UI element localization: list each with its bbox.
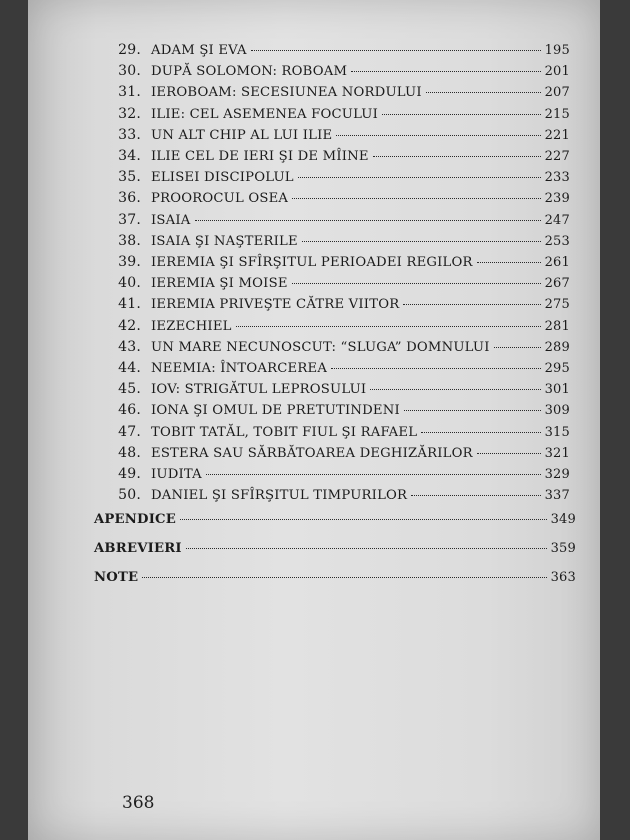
page-ref: 315 [544,424,570,440]
chapter-title: IEROBOAM: SECESIUNEA NORDULUI [151,85,422,101]
chapter-entry [108,424,570,440]
dot-leader [426,91,541,93]
chapter-entry [108,275,570,291]
chapter-number: 35. [118,169,141,186]
dot-leader [421,431,540,433]
dot-leader [292,197,540,199]
page-ref: 301 [544,382,570,398]
page-ref: 201 [544,64,570,80]
dot-leader [494,346,541,348]
chapter-number: 40. [118,275,141,292]
section-title: NOTE [94,570,139,585]
page-ref: 221 [544,127,570,143]
section-entry [94,570,576,585]
dot-leader [351,70,540,72]
chapter-number: 34. [118,148,141,164]
chapter-number: 41. [118,296,141,313]
chapter-number: 47. [118,423,141,440]
chapter-entry [108,445,570,461]
chapter-entry [108,127,570,143]
chapter-title: PROOROCUL OSEA [151,191,289,207]
chapter-title: IEREMIA ŞI SFÎRŞITUL PERIOADEI REGILOR [151,255,473,270]
dot-leader [298,176,541,178]
chapter-title: ISAIA ŞI NAŞTERILE [151,233,298,249]
chapter-title: ILIE CEL DE IERI ŞI DE MÎINE [151,149,369,164]
chapter-number: 32. [118,105,141,122]
page-ref: 253 [544,233,570,249]
chapter-number: 39. [118,254,141,270]
chapter-title: NEEMIA: ÎNTOARCEREA [151,361,328,376]
section-entry [94,512,576,527]
page-ref: 349 [550,512,576,527]
dot-leader [180,518,547,520]
chapter-number: 44. [118,360,141,376]
chapter-number: 43. [118,338,141,355]
chapter-entry [108,296,570,312]
dot-leader [206,473,541,475]
table-of-contents [28,0,600,840]
page-ref: 295 [544,361,570,376]
dot-leader [477,261,541,263]
chapter-entry [108,381,570,397]
chapter-number: 50. [118,487,141,504]
page-ref: 309 [544,403,570,419]
chapter-number: 46. [118,402,141,419]
page-ref: 337 [544,488,570,504]
dot-leader [186,547,547,549]
chapter-title: TOBIT TATĂL, TOBIT FIUL ŞI RAFAEL [151,424,418,440]
chapter-title: IEREMIA PRIVEŞTE CĂTRE VIITOR [151,297,400,313]
page-ref: 289 [544,339,570,355]
chapter-title: DANIEL ŞI SFÎRŞITUL TIMPURILOR [151,488,408,504]
chapter-title: ADAM ŞI EVA [151,43,247,58]
chapter-title: ELISEI DISCIPOLUL [151,170,294,186]
chapter-entry [108,190,570,206]
chapter-entry [108,42,570,58]
chapter-title: DUPĂ SOLOMON: ROBOAM [151,64,348,80]
dot-leader [373,155,541,157]
chapter-number: 29. [118,42,141,58]
chapter-number: 42. [118,317,141,334]
dot-leader [477,452,541,454]
chapter-entry [108,487,570,503]
chapter-title: UN MARE NECUNOSCUT: “SLUGA” DOMNULUI [151,339,490,355]
chapter-entry [108,318,570,334]
dot-leader [251,49,541,51]
chapter-entry [108,63,570,79]
chapter-number: 37. [118,211,141,228]
page-ref: 363 [550,570,576,585]
dot-leader [403,303,540,305]
section-entry [94,541,576,556]
page-ref: 275 [544,297,570,313]
chapter-number: 48. [118,444,141,461]
chapter-entry [108,169,570,185]
dot-leader [382,113,541,115]
section-title: ABREVIERI [94,541,182,556]
dot-leader [302,240,541,242]
page-number: 368 [122,793,155,813]
page-ref: 233 [544,170,570,186]
dot-leader [336,134,540,136]
chapter-title: ESTERA SAU SĂRBĂTOAREA DEGHIZĂRILOR [151,445,473,461]
page-ref: 195 [544,43,570,58]
page-ref: 239 [544,191,570,207]
page-ref: 321 [544,445,570,461]
chapter-title: UN ALT CHIP AL LUI ILIE [151,127,333,143]
chapter-number: 36. [118,190,141,207]
chapter-entry [108,402,570,418]
page-ref: 267 [544,276,570,292]
section-title: APENDICE [94,512,177,527]
page-ref: 247 [544,212,570,228]
chapter-entry [108,233,570,249]
chapter-number: 30. [118,63,141,80]
dot-leader [404,409,541,411]
chapter-entry [108,148,570,164]
chapter-entry [108,212,570,228]
chapter-title: ISAIA [151,212,191,228]
dot-leader [195,219,541,221]
dot-leader [142,576,546,578]
dot-leader [236,325,541,327]
page-ref: 215 [544,106,570,122]
chapter-title: IEREMIA ŞI MOISE [151,276,288,292]
dot-leader [370,388,540,390]
dot-leader [292,282,541,284]
chapter-number: 33. [118,126,141,143]
chapter-number: 49. [118,466,141,482]
chapter-entry [108,360,570,376]
chapter-title: IUDITA [151,467,202,482]
chapter-entry [108,254,570,270]
chapter-entry [108,84,570,100]
page-ref: 281 [544,318,570,334]
page-ref: 329 [544,467,570,482]
chapter-number: 45. [118,381,141,398]
dot-leader [411,494,540,496]
chapter-title: ILIE: CEL ASEMENEA FOCULUI [151,106,379,122]
dot-leader [331,367,541,369]
chapter-entry [108,106,570,122]
chapter-number: 31. [118,84,141,101]
chapter-entry [108,339,570,355]
chapter-number: 38. [118,232,141,249]
page-ref: 359 [550,541,576,556]
chapter-title: IEZECHIEL [151,318,232,334]
chapter-entry [108,466,570,482]
chapter-title: IOV: STRIGĂTUL LEPROSULUI [151,382,367,398]
chapter-title: IONA ŞI OMUL DE PRETUTINDENI [151,403,400,419]
page-ref: 207 [544,85,570,101]
book-page [28,0,600,840]
page-ref: 227 [544,149,570,164]
page-ref: 261 [544,255,570,270]
